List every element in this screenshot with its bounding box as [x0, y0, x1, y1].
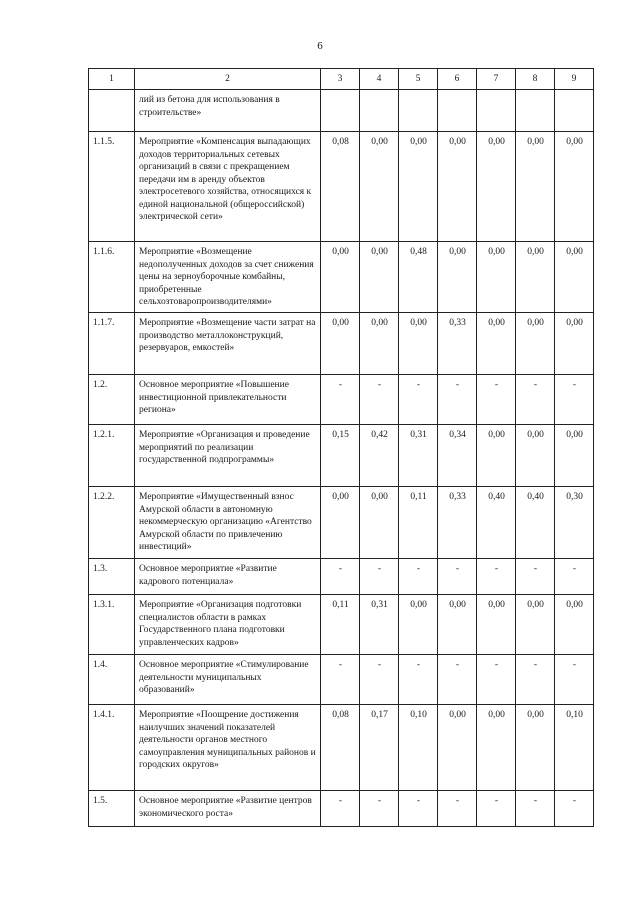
row-value: 0,00: [321, 487, 360, 559]
table-row: [89, 487, 594, 559]
row-value: [399, 90, 438, 132]
row-code: 1.1.5.: [89, 132, 135, 242]
row-value: 0,15: [321, 425, 360, 487]
column-header: 3: [321, 69, 360, 90]
row-description: Мероприятие «Компенсация выпадающих доходов территориальных сетевых организаций в связи с прекращением передачи им в аренду объектов электросетевого хозяйства, относящихся к единой национальной (общероссийской) электрической сети»: [135, 132, 321, 242]
row-description: Основное мероприятие «Повышение инвестиционной привлекательности региона»: [135, 375, 321, 425]
row-value: -: [477, 375, 516, 425]
table-row: [89, 595, 594, 655]
row-code: 1.3.1.: [89, 595, 135, 655]
row-value: 0,08: [321, 132, 360, 242]
row-value: 0,08: [321, 705, 360, 791]
row-value: 0,00: [477, 705, 516, 791]
row-value: -: [321, 559, 360, 595]
row-value: 0,00: [516, 242, 555, 313]
row-value: -: [477, 655, 516, 705]
table-header-row: [89, 69, 594, 90]
row-value: 0,17: [360, 705, 399, 791]
table-row: [89, 791, 594, 827]
row-value: 0,00: [516, 425, 555, 487]
row-value: 0,00: [516, 132, 555, 242]
row-value: 0,00: [477, 132, 516, 242]
row-value: 0,00: [321, 242, 360, 313]
row-value: 0,00: [399, 313, 438, 375]
row-value: 0,00: [438, 705, 477, 791]
row-value: -: [399, 655, 438, 705]
column-header: 4: [360, 69, 399, 90]
row-description: Мероприятие «Возмещение части затрат на производство металлоконструкций, резервуаров, емкостей»: [135, 313, 321, 375]
row-value: 0,00: [477, 595, 516, 655]
row-value: 0,40: [516, 487, 555, 559]
row-value: [321, 90, 360, 132]
row-value: [477, 90, 516, 132]
row-value: 0,34: [438, 425, 477, 487]
row-value: -: [360, 559, 399, 595]
table-row: [89, 705, 594, 791]
row-code: 1.2.1.: [89, 425, 135, 487]
row-value: 0,00: [399, 595, 438, 655]
row-description: Мероприятие «Имущественный взнос Амурской области в автономную некоммерческую организацию «Агентство Амурской области по привлечению инвестиций»: [135, 487, 321, 559]
row-value: -: [360, 375, 399, 425]
row-value: -: [360, 655, 399, 705]
table-row: [89, 90, 594, 132]
row-value: 0,40: [477, 487, 516, 559]
table-row: [89, 655, 594, 705]
row-value: 0,00: [438, 595, 477, 655]
row-value: [516, 90, 555, 132]
row-description: Основное мероприятие «Развитие кадрового потенциала»: [135, 559, 321, 595]
row-value: 0,00: [321, 313, 360, 375]
column-header: 8: [516, 69, 555, 90]
row-value: -: [399, 559, 438, 595]
row-value: -: [399, 375, 438, 425]
row-value: -: [555, 375, 594, 425]
row-description: Мероприятие «Поощрение достижения наилучших значений показателей деятельности органов местного самоуправления муниципальных районов и городских округов»: [135, 705, 321, 791]
row-value: -: [321, 791, 360, 827]
row-value: -: [477, 559, 516, 595]
table-row: [89, 132, 594, 242]
row-value: 0,00: [555, 313, 594, 375]
row-value: 0,00: [360, 313, 399, 375]
row-value: [438, 90, 477, 132]
column-header: 9: [555, 69, 594, 90]
row-value: -: [477, 791, 516, 827]
row-value: 0,00: [477, 313, 516, 375]
row-value: -: [321, 375, 360, 425]
row-value: -: [516, 791, 555, 827]
row-value: -: [555, 559, 594, 595]
row-value: -: [438, 655, 477, 705]
row-value: -: [399, 791, 438, 827]
row-value: 0,00: [360, 242, 399, 313]
row-value: -: [438, 559, 477, 595]
table-row: [89, 375, 594, 425]
row-description: Основное мероприятие «Развитие центров экономического роста»: [135, 791, 321, 827]
row-value: 0,00: [399, 132, 438, 242]
row-value: -: [321, 655, 360, 705]
row-value: 0,11: [321, 595, 360, 655]
column-header: 1: [89, 69, 135, 90]
row-value: -: [516, 375, 555, 425]
row-code: 1.3.: [89, 559, 135, 595]
row-value: -: [555, 655, 594, 705]
column-header: 7: [477, 69, 516, 90]
row-code: 1.2.: [89, 375, 135, 425]
column-header: 5: [399, 69, 438, 90]
row-value: -: [516, 655, 555, 705]
row-value: 0,00: [516, 705, 555, 791]
row-value: 0,00: [477, 425, 516, 487]
row-value: 0,10: [555, 705, 594, 791]
table-row: [89, 313, 594, 375]
row-value: 0,00: [438, 132, 477, 242]
row-value: -: [438, 375, 477, 425]
row-value: 0,00: [516, 595, 555, 655]
row-value: 0,48: [399, 242, 438, 313]
row-value: 0,31: [360, 595, 399, 655]
row-value: 0,30: [555, 487, 594, 559]
row-value: -: [360, 791, 399, 827]
row-code: 1.4.1.: [89, 705, 135, 791]
row-value: 0,00: [438, 242, 477, 313]
row-description: Мероприятие «Организация подготовки специалистов области в рамках Государственного плана подготовки управленческих кадров»: [135, 595, 321, 655]
row-code: 1.2.2.: [89, 487, 135, 559]
row-value: 0,10: [399, 705, 438, 791]
row-value: 0,00: [555, 132, 594, 242]
row-value: -: [555, 791, 594, 827]
row-code: 1.5.: [89, 791, 135, 827]
column-header: 2: [135, 69, 321, 90]
row-value: 0,00: [516, 313, 555, 375]
row-code: 1.4.: [89, 655, 135, 705]
row-value: 0,33: [438, 313, 477, 375]
row-description: Мероприятие «Организация и проведение мероприятий по реализации государственной подпрограммы»: [135, 425, 321, 487]
table-row: [89, 242, 594, 313]
row-value: 0,11: [399, 487, 438, 559]
row-value: 0,00: [555, 425, 594, 487]
page-number: 6: [317, 40, 323, 52]
column-header: 6: [438, 69, 477, 90]
row-value: 0,00: [555, 595, 594, 655]
row-value: -: [438, 791, 477, 827]
row-value: 0,31: [399, 425, 438, 487]
row-value: 0,00: [477, 242, 516, 313]
row-code: 1.1.7.: [89, 313, 135, 375]
row-value: 0,00: [555, 242, 594, 313]
row-value: 0,00: [360, 487, 399, 559]
row-description: Мероприятие «Возмещение недополученных доходов за счет снижения цены на зерноуборочные комбайны, приобретенные сельхозтоваропроизводителями»: [135, 242, 321, 313]
row-code: [89, 90, 135, 132]
row-value: [360, 90, 399, 132]
row-value: [555, 90, 594, 132]
row-value: 0,00: [360, 132, 399, 242]
row-value: -: [516, 559, 555, 595]
row-value: 0,33: [438, 487, 477, 559]
row-description: лий из бетона для использования в строительстве»: [135, 90, 321, 132]
table-row: [89, 425, 594, 487]
row-description: Основное мероприятие «Стимулирование деятельности муниципальных образований»: [135, 655, 321, 705]
table-row: [89, 559, 594, 595]
row-value: 0,42: [360, 425, 399, 487]
indicator-table: [88, 68, 594, 827]
row-code: 1.1.6.: [89, 242, 135, 313]
